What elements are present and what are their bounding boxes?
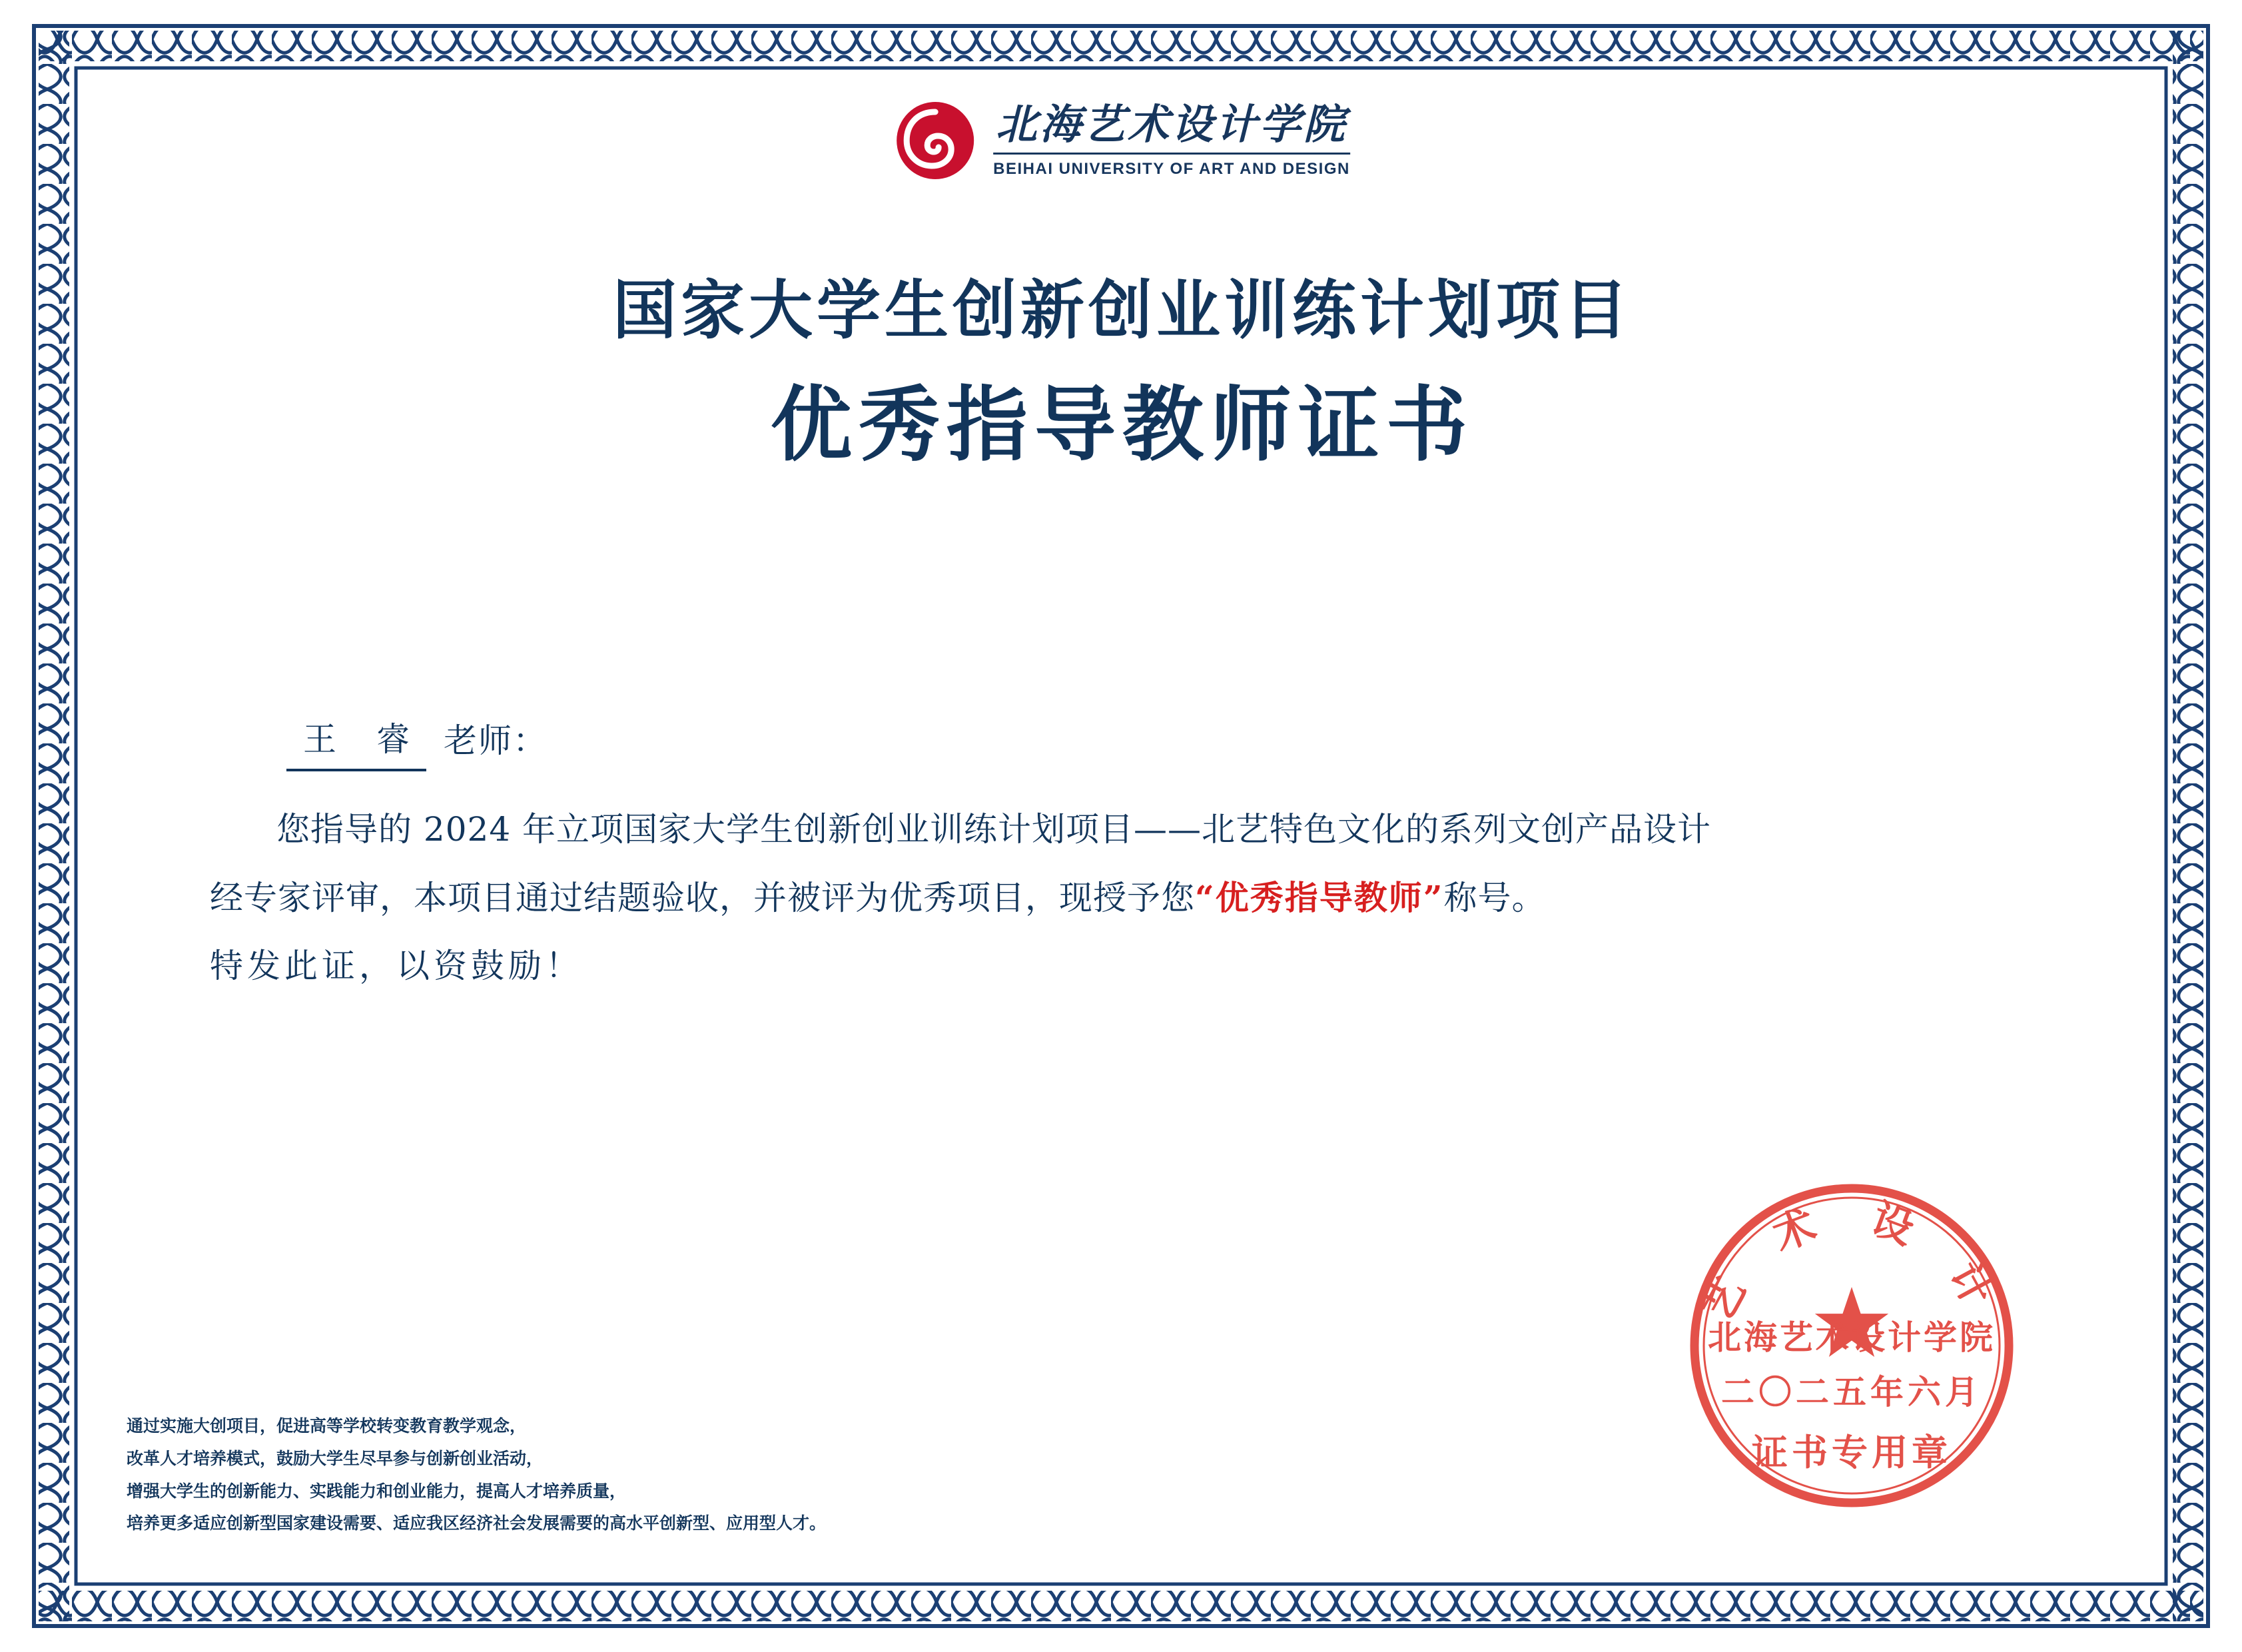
certificate-body	[147, 713, 2098, 1001]
body-line-2	[210, 864, 2068, 933]
footnote-block	[127, 1410, 826, 1540]
certificate-title-main: 国家大学生创新创业训练计划项目	[613, 272, 1632, 348]
recipient-name: 王 睿	[286, 713, 426, 771]
salutation-suffix: 老师：	[444, 721, 548, 760]
institution-name-block	[993, 99, 1350, 179]
seal-kind: 证书专用章	[1752, 1431, 1952, 1473]
body-paragraph	[210, 795, 2068, 1001]
honor-title: “优秀指导教师”	[1195, 877, 1444, 917]
body-line-1-lead: 您指导的 2024 年立项国家大学生创新创业训练计划项目——	[276, 810, 1202, 849]
certificate-content	[127, 73, 2118, 1579]
body-line-2-part1: 经专家评审，本项目通过结题验收，并被评为优秀项目，现授予您	[210, 878, 1195, 917]
seal-organization: 北海艺术设计学院	[1708, 1318, 1996, 1357]
body-line-1	[210, 795, 2068, 864]
institution-logo	[895, 100, 1350, 181]
institution-name-cn: 北海艺术设计学院	[995, 99, 1347, 149]
salutation-row	[286, 713, 2098, 771]
footnote-line: 增强大学生的创新能力、实践能力和创业能力，提高人才培养质量，	[127, 1481, 627, 1501]
project-name: 北艺特色文化的系列文创产品设计	[1202, 810, 1712, 849]
institution-name-en: BEIHAI UNIVERSITY OF ART AND DESIGN	[993, 153, 1350, 179]
certificate-title-sub: 优秀指导教师证书	[771, 376, 1474, 472]
svg-text:艺 术 设 计: 艺 术 设 计	[1692, 1194, 2011, 1329]
footnote-line: 改革人才培养模式，鼓励大学生尽早参与创新创业活动，	[127, 1448, 544, 1468]
footnote-line: 通过实施大创项目，促进高等学校转变教育教学观念，	[127, 1416, 527, 1436]
footnote-line: 培养更多适应创新型国家建设需要、适应我区经济社会发展需要的高水平创新型、应用型人才。	[127, 1513, 827, 1533]
swirl-logo-icon	[895, 100, 976, 181]
body-line-3: 特发此证，以资鼓励！	[210, 947, 583, 985]
body-line-2-part2: 称号。	[1443, 878, 1546, 917]
official-seal	[1665, 1159, 2038, 1532]
seal-date: 二〇二五年六月	[1721, 1372, 1982, 1412]
